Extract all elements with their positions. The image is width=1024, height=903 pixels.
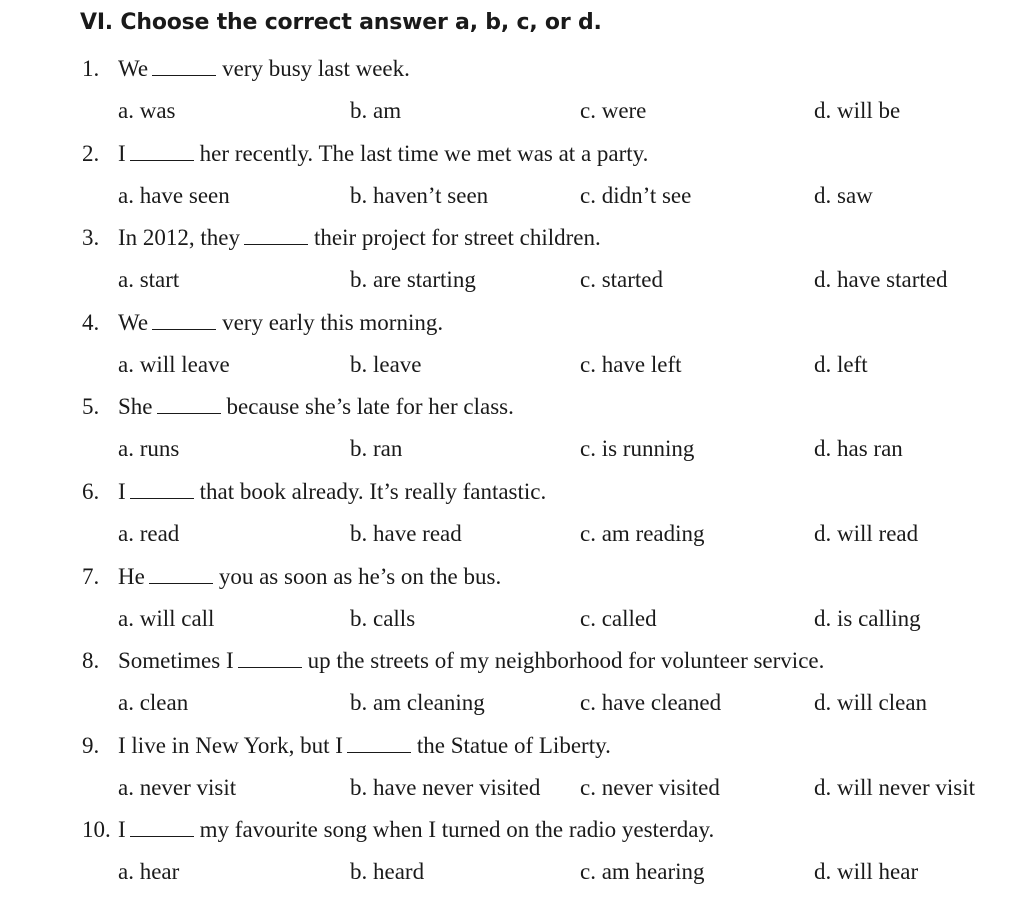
question-7 [82, 563, 501, 591]
question-number: 8. [82, 648, 100, 674]
question-8 [82, 647, 824, 675]
answer-option-b[interactable]: b. calls [350, 605, 416, 631]
answer-option-b[interactable]: b. have read [350, 521, 462, 546]
answer-blank[interactable] [157, 395, 221, 414]
answer-blank[interactable] [130, 142, 194, 161]
answer-option-d[interactable]: d. left [814, 351, 868, 377]
answer-option-d[interactable]: d. will read [814, 521, 919, 546]
answer-option-a[interactable]: a. have seen [118, 182, 230, 208]
answer-option-d[interactable]: d. is calling [814, 605, 921, 631]
answer-option-b[interactable]: b. ran [350, 436, 403, 462]
answer-option-a[interactable]: a. start [118, 267, 180, 293]
question-text-after: the Statue of Liberty. [416, 732, 611, 758]
answer-blank[interactable] [152, 57, 216, 76]
question-text-before: Sometimes I [118, 648, 234, 674]
answer-option-c[interactable]: c. have left [580, 351, 682, 377]
answer-blank[interactable] [130, 818, 194, 837]
question-4 [82, 309, 443, 337]
answer-option-a[interactable]: a. hear [118, 859, 180, 885]
answer-option-b[interactable]: b. heard [350, 859, 425, 885]
answer-option-b[interactable]: b. are starting [350, 267, 476, 293]
question-text-before: We [118, 56, 149, 81]
question-9 [82, 732, 611, 760]
question-number: 2. [82, 140, 100, 166]
question-number: 3. [82, 225, 100, 251]
answer-option-c[interactable]: c. didn’t see [580, 182, 692, 208]
question-text-before: I [118, 817, 126, 843]
answer-option-d[interactable]: d. will hear [814, 859, 919, 885]
question-number: 10. [82, 817, 111, 843]
question-text-after: her recently. The last time we met was at a party. [199, 140, 649, 166]
answer-option-d[interactable]: d. have started [814, 267, 948, 293]
answer-option-d[interactable]: d. will clean [814, 690, 928, 716]
question-1 [82, 55, 410, 83]
question-text-before: She [118, 394, 153, 420]
answer-option-a[interactable]: a. will leave [118, 351, 230, 377]
question-text-after: you as soon as he’s on the bus. [218, 563, 502, 589]
answer-option-c[interactable]: c. were [580, 98, 647, 123]
answer-option-a[interactable]: a. was [118, 98, 176, 123]
question-number: 6. [82, 479, 100, 504]
question-number: 1. [82, 56, 100, 81]
question-text-before: I [118, 140, 126, 166]
answer-blank[interactable] [238, 649, 302, 668]
answer-option-a[interactable]: a. runs [118, 436, 180, 462]
answer-blank[interactable] [149, 565, 213, 584]
question-number: 7. [82, 563, 100, 589]
question-number: 9. [82, 732, 100, 758]
answer-blank[interactable] [152, 311, 216, 330]
question-3 [82, 224, 601, 252]
question-5 [82, 393, 514, 421]
exercise-heading: VI. Choose the correct answer a, b, c, or d. [80, 10, 602, 35]
question-text-after: up the streets of my neighborhood for volunteer service. [307, 648, 825, 674]
question-text-before: He [118, 563, 145, 589]
answer-blank[interactable] [130, 480, 194, 499]
question-number: 4. [82, 309, 100, 335]
answer-option-c[interactable]: c. am hearing [580, 859, 705, 885]
question-text-after: their project for street children. [314, 225, 601, 251]
answer-option-d[interactable]: d. will never visit [814, 774, 975, 800]
answer-option-b[interactable]: b. am [350, 98, 402, 123]
answer-option-b[interactable]: b. leave [350, 351, 422, 377]
question-text-after: very early this morning. [222, 309, 444, 335]
answer-option-a[interactable]: a. clean [118, 690, 189, 716]
question-text-before: I [118, 479, 126, 504]
answer-option-c[interactable]: c. never visited [580, 774, 720, 800]
answer-option-c[interactable]: c. called [580, 605, 657, 631]
answer-option-d[interactable]: d. will be [814, 98, 901, 123]
question-text-before: In 2012, they [118, 225, 241, 251]
answer-option-c[interactable]: c. have cleaned [580, 690, 722, 716]
answer-option-c[interactable]: c. am reading [580, 521, 705, 546]
question-text-after: that book already. It’s really fantastic. [199, 479, 547, 504]
question-text-after: my favourite song when I turned on the radio yesterday. [199, 817, 715, 843]
question-6 [82, 478, 546, 506]
answer-option-a[interactable]: a. will call [118, 605, 215, 631]
question-10 [82, 816, 714, 844]
answer-option-b[interactable]: b. am cleaning [350, 690, 485, 716]
answer-option-b[interactable]: b. haven’t seen [350, 182, 489, 208]
answer-option-c[interactable]: c. started [580, 267, 664, 293]
answer-blank[interactable] [244, 226, 308, 245]
question-text-after: because she’s late for her class. [226, 394, 514, 420]
answer-option-d[interactable]: d. has ran [814, 436, 903, 462]
answer-option-a[interactable]: a. never visit [118, 774, 237, 800]
question-number: 5. [82, 394, 100, 420]
question-2 [82, 140, 648, 168]
answer-blank[interactable] [347, 734, 411, 753]
question-text-after: very busy last week. [222, 56, 410, 81]
answer-option-d[interactable]: d. saw [814, 182, 873, 208]
answer-option-c[interactable]: c. is running [580, 436, 695, 462]
question-text-before: I live in New York, but I [118, 732, 343, 758]
answer-option-b[interactable]: b. have never visited [350, 774, 541, 800]
answer-option-a[interactable]: a. read [118, 521, 180, 546]
question-text-before: We [118, 309, 149, 335]
